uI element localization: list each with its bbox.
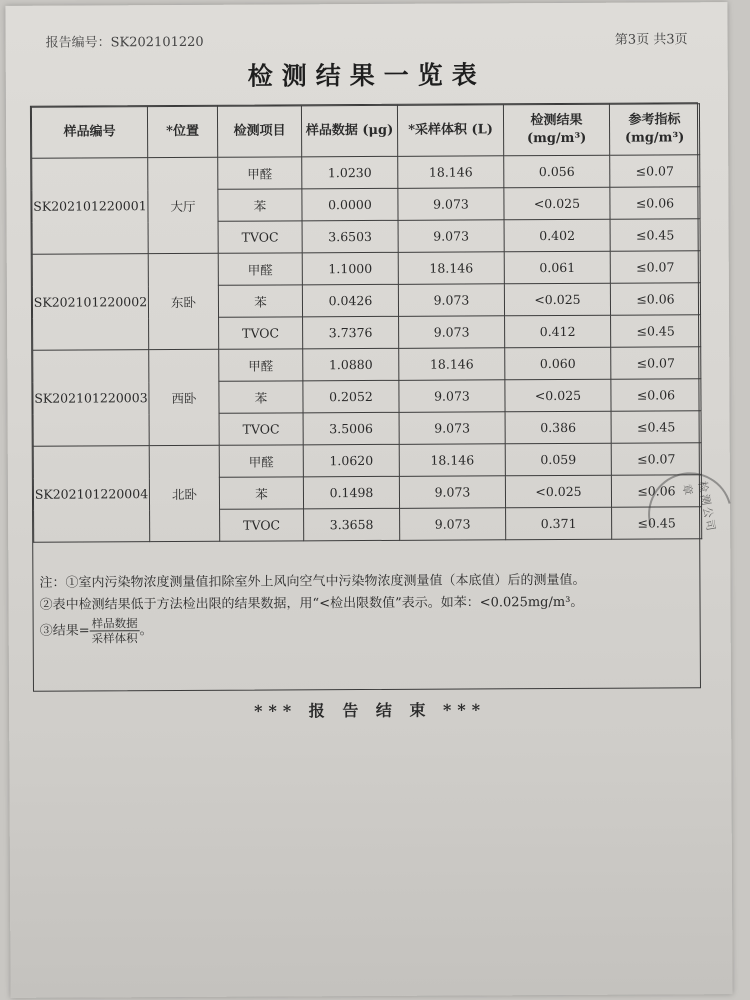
- data-cell: 1.1000: [302, 252, 398, 285]
- page-title: 检测结果一览表: [247, 60, 486, 91]
- item-cell: TVOC: [219, 413, 303, 445]
- column-header: 样品数据 (μg): [301, 105, 397, 157]
- result-cell: <0.025: [504, 283, 610, 316]
- limit-cell: ≤0.06: [611, 379, 701, 411]
- limit-cell: ≤0.45: [610, 219, 700, 251]
- item-cell: 苯: [219, 477, 303, 509]
- limit-cell: ≤0.07: [610, 155, 700, 187]
- item-cell: TVOC: [219, 317, 303, 349]
- location-cell: 大厅: [148, 157, 219, 253]
- note-2: ②表中检测结果低于方法检出限的结果数据，用“<检出限数值”表示。如苯：<0.025mg/m³。: [39, 594, 584, 613]
- item-cell: 苯: [218, 285, 302, 317]
- data-cell: 0.2052: [303, 380, 399, 413]
- data-cell: 1.0620: [303, 444, 399, 477]
- report-end-mark: *** 报 告 结 束 ***: [254, 700, 487, 721]
- item-cell: 甲醛: [219, 445, 303, 477]
- volume-cell: 18.146: [399, 444, 505, 477]
- volume-cell: 9.073: [399, 476, 505, 509]
- table-row: [32, 155, 700, 190]
- data-cell: 0.0426: [302, 284, 398, 317]
- data-cell: 0.1498: [303, 476, 399, 509]
- result-cell: 0.056: [504, 155, 610, 188]
- result-formula: [90, 616, 140, 645]
- limit-cell: ≤0.45: [611, 411, 701, 443]
- item-cell: TVOC: [218, 221, 302, 253]
- column-header: 检测项目: [217, 106, 301, 157]
- limit-cell: ≤0.06: [610, 187, 700, 219]
- result-cell: <0.025: [504, 187, 610, 220]
- volume-cell: 9.073: [399, 316, 505, 349]
- volume-cell: 18.146: [398, 156, 504, 189]
- result-cell: 0.402: [504, 219, 610, 252]
- limit-cell: ≤0.45: [611, 315, 701, 347]
- sample-id-cell: SK202101220003: [33, 350, 150, 447]
- item-cell: 甲醛: [218, 157, 302, 189]
- results-frame: [30, 102, 701, 691]
- volume-cell: 9.073: [399, 412, 505, 445]
- limit-cell: ≤0.07: [611, 347, 701, 379]
- column-header: *采样体积 (L): [397, 105, 503, 157]
- limit-cell: ≤0.06: [610, 283, 700, 315]
- limit-cell: ≤0.07: [610, 251, 700, 283]
- report-number: 报告编号：SK202101220: [45, 34, 204, 51]
- item-cell: 苯: [218, 189, 302, 221]
- notes-section: [39, 569, 689, 645]
- limit-cell: ≤0.45: [612, 507, 702, 539]
- volume-cell: 18.146: [398, 252, 504, 285]
- table-body: [32, 155, 702, 542]
- location-cell: 北卧: [149, 445, 220, 541]
- limit-cell: ≤0.06: [611, 475, 701, 507]
- location-cell: 东卧: [148, 253, 219, 349]
- seal-text: 检测公司 章: [679, 480, 718, 534]
- table-row: [33, 347, 701, 382]
- formula-numerator: 样品数据: [90, 616, 140, 631]
- sample-id-cell: SK202101220002: [32, 254, 149, 351]
- note-1: 注：①室内污染物浓度测量值扣除室外上风向空气中污染物浓度测量值（本底值）后的测量值。: [39, 572, 586, 591]
- limit-cell: ≤0.07: [611, 443, 701, 475]
- item-cell: TVOC: [220, 509, 304, 541]
- result-cell: 0.371: [506, 507, 612, 540]
- report-page: [5, 2, 732, 998]
- column-header: 检测结果 (mg/m³): [503, 104, 609, 156]
- item-cell: 甲醛: [218, 253, 302, 285]
- result-cell: 0.061: [504, 251, 610, 284]
- volume-cell: 9.073: [398, 188, 504, 221]
- item-cell: 苯: [219, 381, 303, 413]
- result-cell: 0.386: [505, 411, 611, 444]
- column-header: 样品编号: [31, 107, 147, 159]
- note-3: [40, 613, 690, 645]
- data-cell: 0.0000: [302, 188, 398, 221]
- table-row: [33, 443, 701, 478]
- page-number: 第3页 共3页: [614, 32, 688, 48]
- result-cell: 0.412: [505, 315, 611, 348]
- note-3-suffix: 。: [139, 623, 153, 639]
- data-cell: 3.3658: [304, 508, 400, 541]
- table-header-row: [31, 104, 699, 158]
- sample-id-cell: SK202101220004: [33, 446, 150, 543]
- data-cell: 1.0230: [302, 156, 398, 189]
- volume-cell: 9.073: [400, 508, 506, 541]
- item-cell: 甲醛: [219, 349, 303, 381]
- result-cell: <0.025: [505, 379, 611, 412]
- results-table: [31, 103, 702, 542]
- volume-cell: 9.073: [399, 380, 505, 413]
- result-cell: <0.025: [505, 475, 611, 508]
- volume-cell: 18.146: [399, 348, 505, 381]
- sample-id-cell: SK202101220001: [32, 158, 149, 255]
- note-3-prefix: ③结果=: [39, 623, 90, 639]
- volume-cell: 9.073: [398, 220, 504, 253]
- formula-denominator: 采样体积: [91, 631, 138, 646]
- volume-cell: 9.073: [398, 284, 504, 317]
- data-cell: 3.6503: [302, 220, 398, 253]
- data-cell: 1.0880: [303, 348, 399, 381]
- table-row: [32, 251, 700, 286]
- page-header: [45, 28, 688, 51]
- data-cell: 3.7376: [303, 316, 399, 349]
- result-cell: 0.059: [505, 443, 611, 476]
- data-cell: 3.5006: [303, 412, 399, 445]
- column-header: *位置: [147, 106, 217, 157]
- location-cell: 西卧: [149, 349, 220, 445]
- column-header: 参考指标 (mg/m³): [609, 104, 699, 155]
- result-cell: 0.060: [505, 347, 611, 380]
